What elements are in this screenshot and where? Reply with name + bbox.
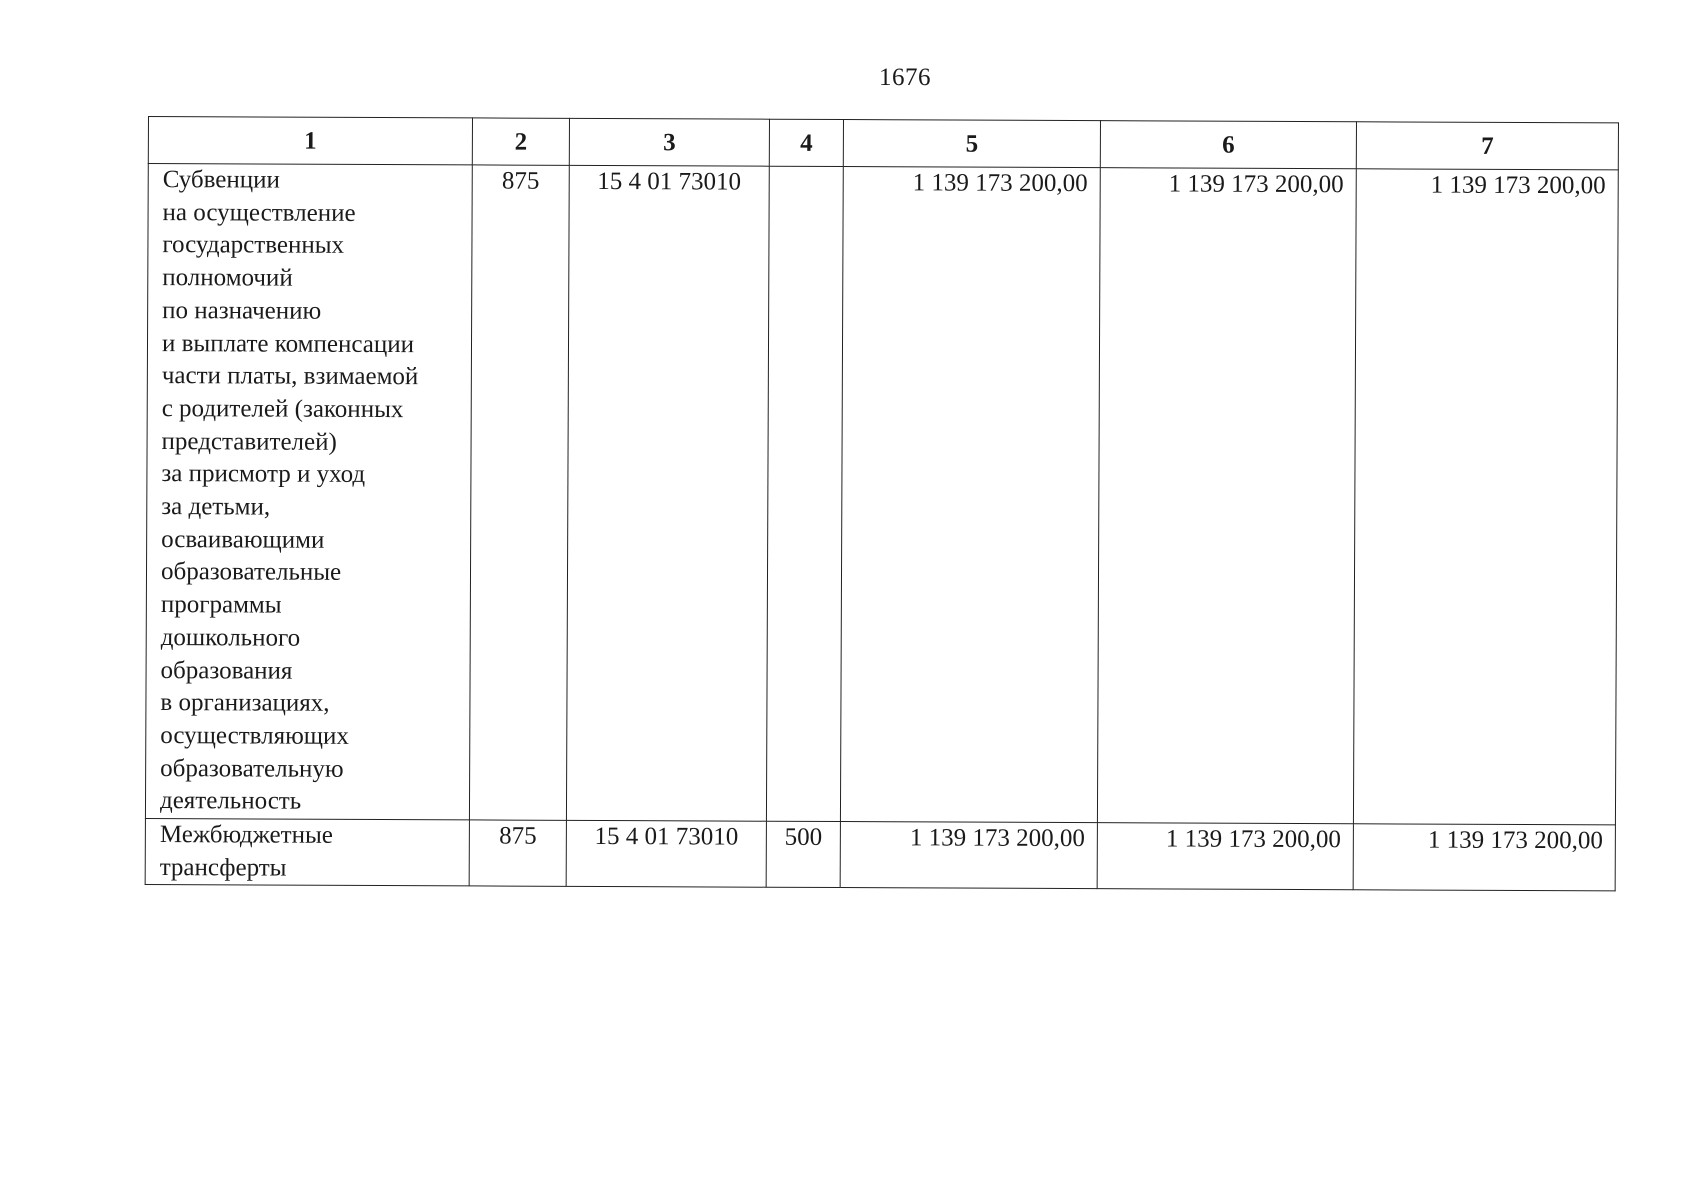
row-name-line: образования bbox=[160, 656, 293, 685]
header-col-3: 3 bbox=[569, 118, 769, 166]
row-amount-col7: 1 139 173 200,00 bbox=[1353, 824, 1615, 892]
table-row bbox=[145, 819, 1615, 892]
row-name-line: программы bbox=[160, 591, 282, 619]
header-col-6: 6 bbox=[1100, 121, 1356, 169]
row-name-line: осваивающими bbox=[161, 525, 325, 554]
row-name-line: образовательную bbox=[160, 754, 344, 783]
header-col-2: 2 bbox=[472, 118, 569, 165]
row-name-line: полномочий bbox=[162, 264, 293, 292]
row-name-line: по назначению bbox=[162, 296, 322, 325]
row-expense-type bbox=[766, 166, 843, 821]
row-name-line: Субвенции bbox=[162, 166, 280, 194]
row-name-line: в организациях, bbox=[160, 689, 330, 718]
row-name-line: Межбюджетные bbox=[159, 821, 333, 849]
row-admin-code: 875 bbox=[469, 820, 566, 887]
row-target-code: 15 4 01 73010 bbox=[566, 165, 769, 821]
header-col-5: 5 bbox=[843, 120, 1100, 168]
header-col-7: 7 bbox=[1356, 122, 1618, 170]
row-name-line: деятельность bbox=[159, 787, 302, 816]
budget-table bbox=[145, 116, 1619, 892]
row-name-line: образовательные bbox=[160, 558, 342, 587]
row-expense-type: 500 bbox=[766, 821, 840, 888]
row-amount-col6: 1 139 173 200,00 bbox=[1097, 823, 1353, 891]
page-number: 1676 bbox=[879, 64, 931, 91]
row-amount-col5: 1 139 173 200,00 bbox=[840, 822, 1097, 890]
row-name-line: за детьми, bbox=[161, 493, 271, 521]
table-header-row bbox=[148, 117, 1618, 170]
row-name-line: с родителей (законных bbox=[161, 394, 404, 424]
budget-table-container bbox=[145, 116, 1618, 892]
row-name-cell bbox=[145, 164, 472, 820]
header-col-1: 1 bbox=[148, 117, 472, 165]
row-name-line: осуществляющих bbox=[160, 722, 349, 750]
row-name-line: дошкольного bbox=[160, 623, 301, 652]
row-name-cell bbox=[145, 819, 469, 887]
row-name-line: трансферты bbox=[159, 853, 287, 882]
row-target-code: 15 4 01 73010 bbox=[566, 820, 766, 887]
table-row bbox=[145, 164, 1618, 825]
row-amount-col5: 1 139 173 200,00 bbox=[840, 167, 1100, 823]
row-amount-col6: 1 139 173 200,00 bbox=[1097, 168, 1356, 824]
row-amount-col7: 1 139 173 200,00 bbox=[1353, 169, 1618, 825]
row-name-line: государственных bbox=[162, 231, 345, 260]
row-name-line: части платы, взимаемой bbox=[161, 362, 419, 391]
row-name-line: представителей) bbox=[161, 427, 337, 456]
row-name-line: на осуществление bbox=[162, 198, 356, 227]
header-col-4: 4 bbox=[769, 119, 843, 166]
row-admin-code: 875 bbox=[469, 165, 569, 820]
row-name-line: и выплате компенсации bbox=[161, 329, 415, 358]
row-name-line: за присмотр и уход bbox=[161, 460, 366, 489]
